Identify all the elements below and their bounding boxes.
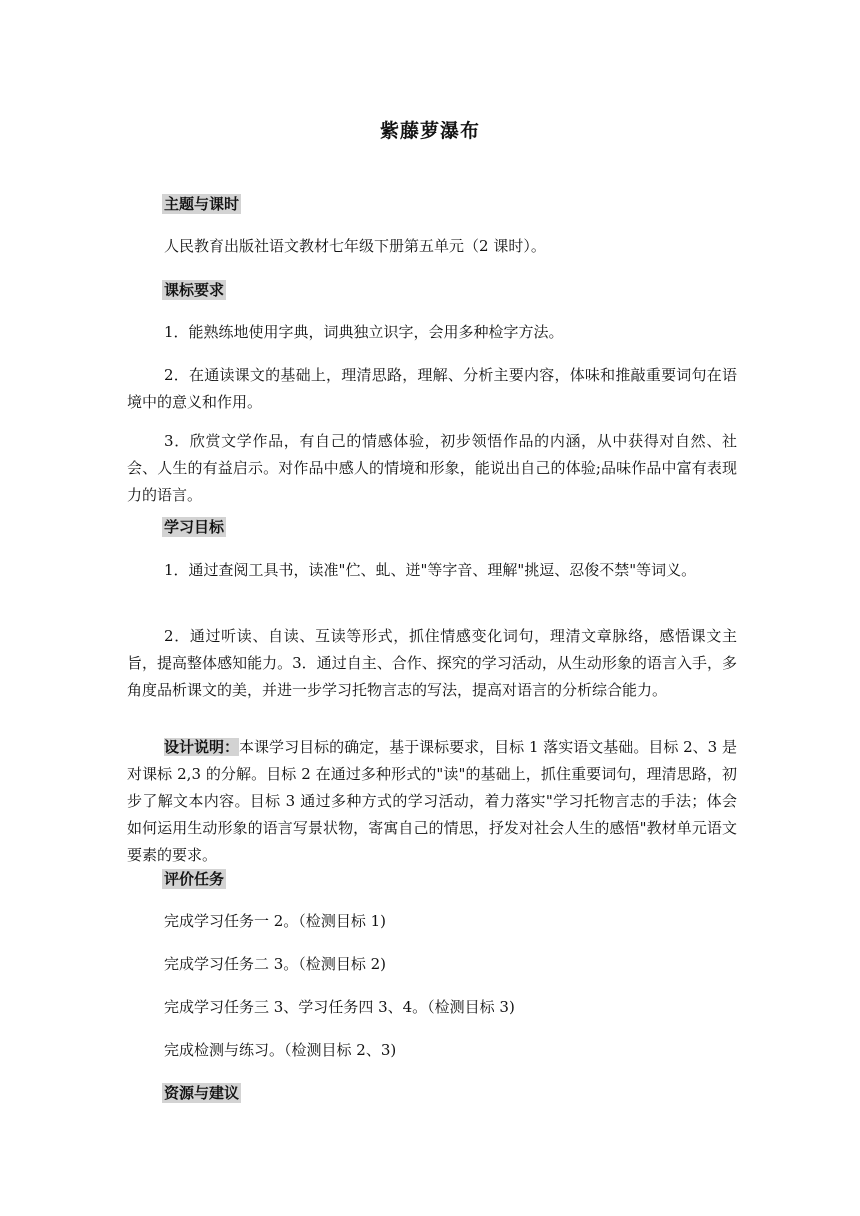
section-heading-standards-label: 课标要求	[164, 281, 225, 299]
section-heading-evaluation-label: 评价任务	[164, 870, 225, 888]
evaluation-item-2: 完成学习任务二 3。（检测目标 2)	[164, 955, 386, 973]
standards-item-1: 1．能熟练地使用字典，词典独立识字，会用多种检字方法。	[164, 323, 564, 341]
standards-item-2: 2．在通读课文的基础上，理清思路，理解、分析主要内容，体味和推敲重要词句在语境中的意义和作用。	[127, 366, 737, 411]
section-heading-standards	[162, 280, 226, 300]
section-heading-goals	[162, 517, 226, 537]
design-note-text: 本课学习目标的确定，基于课标要求，目标 1 落实语文基础。目标 2、3 是对课标 2,3 的分解。目标 2 在通过多种形式的"读"的基础上，抓住重要词句，理清思路，初步了解文本内容。目标 3 通过多种方式的学习活动，着力落实"学习托物言志的手法；体会如何运用生动形象的语言写景状物，寄寓自己的情思，抒发对社会人生的感悟"教材单元语文要素的要求。	[127, 738, 737, 864]
section-heading-resources-label: 资源与建议	[164, 1084, 240, 1102]
document-title: 紫藤萝瀑布	[379, 120, 480, 142]
theme-text: 人民教育出版社语文教材七年级下册第五单元（2 课时）。	[164, 237, 546, 255]
standards-item-3: 3．欣赏文学作品，有自己的情感体验，初步领悟作品的内涵，从中获得对自然、社会、人生的有益启示。对作品中感人的情境和形象，能说出自己的体验;品味作品中富有表现力的语言。	[127, 432, 737, 504]
section-heading-theme-label: 主题与课时	[164, 195, 240, 213]
section-heading-evaluation	[162, 869, 226, 889]
evaluation-item-1: 完成学习任务一 2。（检测目标 1)	[164, 912, 386, 930]
evaluation-item-3: 完成学习任务三 3、学习任务四 3、4。（检测目标 3)	[164, 998, 515, 1016]
evaluation-item-4: 完成检测与练习。（检测目标 2、3)	[164, 1041, 397, 1059]
design-note	[127, 734, 737, 869]
section-heading-theme	[162, 194, 241, 214]
goals-item-2: 2．通过听读、自读、互读等形式，抓住情感变化词句，理清文章脉络，感悟课文主旨，提高整体感知能力。3．通过自主、合作、探究的学习活动，从生动形象的语言入手，多角度品析课文的美，并进一步学习托物言志的写法，提高对语言的分析综合能力。	[127, 627, 737, 699]
section-heading-resources	[162, 1083, 241, 1103]
goals-item-1: 1．通过查阅工具书，读准"伫、虬、迸"等字音、理解"挑逗、忍俊不禁"等词义。	[164, 561, 697, 579]
section-heading-goals-label: 学习目标	[164, 518, 225, 536]
design-note-label: 设计说明：	[164, 738, 240, 756]
